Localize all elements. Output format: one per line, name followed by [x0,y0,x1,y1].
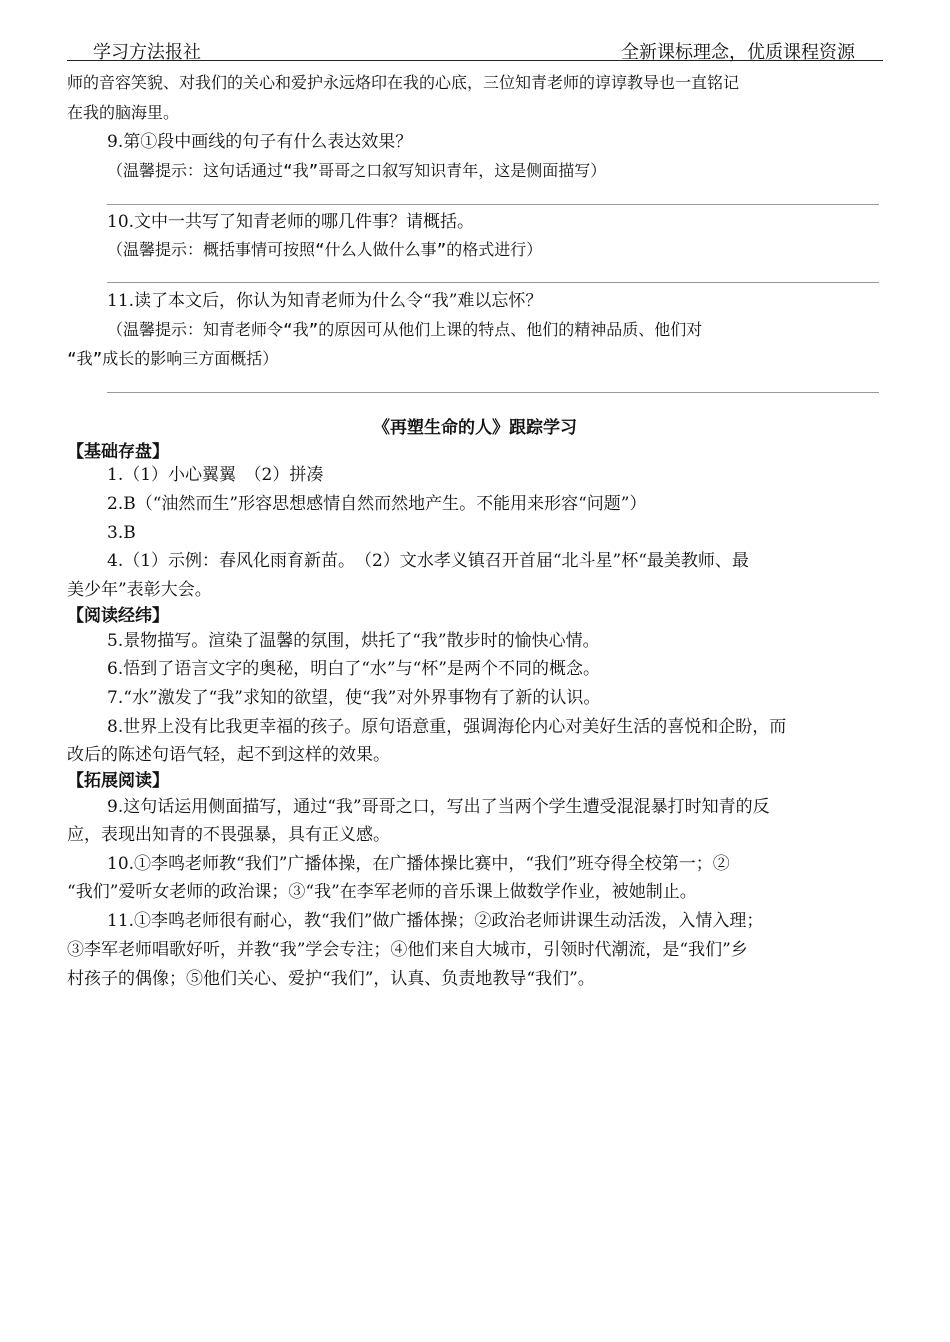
answer-4-line-2: 美少年”表彰大会。 [67,580,212,600]
question-11-hint-line-2: “我”成长的影响三方面概括） [67,349,279,368]
section-reading: 【阅读经纬】 [67,606,169,626]
answer-8-line-2: 改后的陈述句语气轻，起不到这样的效果。 [67,745,390,765]
answer-9-line-1: 9.这句话运用侧面描写，通过“我”哥哥之口，写出了当两个学生遭受混混暴打时知青的反 [107,797,770,817]
answer-2: 2.B（“油然而生”形容思想感情自然而然地产生。不能用来形容“问题”） [107,494,647,514]
question-10-hint: （温馨提示：概括事情可按照“什么人做什么事”的格式进行） [107,240,543,259]
question-9-hint: （温馨提示：这句话通过“我”哥哥之口叙写知识青年，这是侧面描写） [107,161,607,180]
answer-line-10 [107,282,879,283]
header-publisher: 学习方法报社 [93,42,201,63]
question-11: 11.读了本文后，你认为知青老师为什么令“我”难以忘怀？ [107,291,543,311]
answer-4-line-1: 4.（1）示例：春风化雨育新苗。 （2）文水孝义镇召开首届“北斗星”杯“最美教师、最 [107,551,749,571]
answer-line-9 [107,204,879,205]
question-11-hint-line-1: （温馨提示：知青老师令“我”的原因可从他们上课的特点、他们的精神品质、他们对 [107,320,703,339]
answer-9-line-2: 应，表现出知青的不畏强暴，具有正义感。 [67,825,390,845]
section-extended: 【拓展阅读】 [67,771,169,791]
answer-11-line-3: 村孩子的偶像；⑤他们关心、爱护“我们”，认真、负责地教导“我们”。 [67,969,595,989]
answer-3: 3.B [107,523,136,543]
passage-line-2: 在我的脑海里。 [67,103,180,122]
question-9: 9.第①段中画线的句子有什么表达效果？ [107,132,413,152]
page-header [67,38,883,61]
answer-7: 7.“水”激发了“我”求知的欲望，使“我”对外界事物有了新的认识。 [107,688,601,708]
passage-line-1: 师的音容笑貌、对我们的关心和爱护永远烙印在我的心底，三位知青老师的谆谆教导也一直铭记 [67,73,740,92]
section-basic: 【基础存盘】 [67,442,169,462]
question-10: 10.文中一共写了知青老师的哪几件事？请概括。 [107,212,475,232]
answer-5: 5.景物描写。渲染了温馨的氛围，烘托了“我”散步时的愉快心情。 [107,631,600,651]
answer-1: 1.（1）小心翼翼 （2）拼凑 [107,465,324,485]
answer-8-line-1: 8.世界上没有比我更幸福的孩子。原句语意重，强调海伦内心对美好生活的喜悦和企盼，而 [107,717,787,737]
answer-line-11 [107,392,879,393]
answer-10-line-2: “我们”爱听女老师的政治课；③“我”在李军老师的音乐课上做数学作业，被她制止。 [67,882,697,902]
answer-11-line-2: ③李军老师唱歌好听，并教“我”学会专注；④他们来自大城市，引领时代潮流，是“我们”乡 [67,940,748,960]
answer-11-line-1: 11.①李鸣老师很有耐心，教“我们”做广播体操；②政治老师讲课生动活泼，入情入理； [107,911,764,931]
answers-title: 《再塑生命的人》跟踪学习 [373,418,577,438]
answer-10-line-1: 10.①李鸣老师教“我们”广播体操，在广播体操比赛中，“我们”班夺得全校第一；② [107,854,730,874]
header-slogan: 全新课标理念，优质课程资源 [621,42,855,63]
answer-6: 6.悟到了语言文字的奥秘，明白了“水”与“杯”是两个不同的概念。 [107,659,600,679]
